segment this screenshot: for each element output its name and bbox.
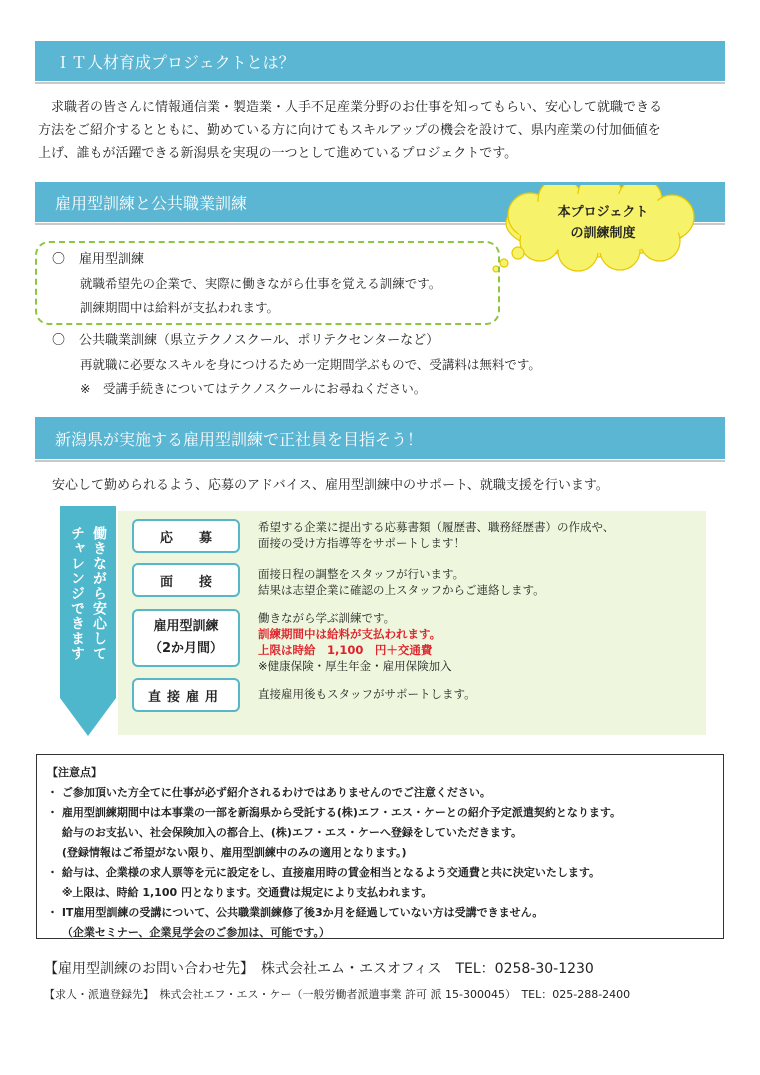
section3-title: 新潟県が実施する雇用型訓練で正社員を目指そう！	[55, 429, 424, 449]
section2-title: 雇用型訓練と公共職業訓練	[55, 193, 248, 213]
paragraph-line: 方法をご紹介するとともに、勤めている方に向けてもスキルアップの機会を設けて、県内産業の付加価値を	[38, 123, 661, 138]
step-line: 直接雇用後もスタッフがサポートします。	[258, 687, 476, 701]
paragraph-line: 上げ、誰もが活躍できる新潟県を実現の一つとして進めているプロジェクトです。	[38, 146, 518, 161]
step-apply-desc	[258, 519, 614, 551]
step-interview	[132, 563, 240, 597]
step-label: 雇用型訓練	[153, 619, 219, 634]
note-line: ・ 給与は、企業様の求人票等を元に設定をし、直接雇用時の賃金相当となるよう交通費と共に決定いたします。	[47, 866, 600, 879]
note-line: ※上限は、時給 1,100 円となります。交通費は規定により支払われます。	[47, 886, 433, 899]
item-line: ※ 受講手続きについてはテクノスクールにお尋ねください。	[80, 381, 427, 396]
step-line: 結果は志望企業に確認の上スタッフからご連絡します。	[258, 583, 545, 597]
contact-sub: 【求人・派遣登録先】 株式会社エフ・エス・ケー（一般労働者派遣事業 許可 派 15-300045） TEL：025-288-2400	[44, 988, 631, 1001]
cloud-text	[548, 202, 658, 244]
step-line: 働きながら学ぶ訓練です。	[258, 611, 396, 625]
step-line: 面接日程の調整をスタッフが行います。	[258, 567, 465, 581]
step-line-highlight: 上限は時給 1,100 円＋交通費	[258, 643, 433, 657]
note-line: ・ IT雇用型訓練の受講について、公共職業訓練修了後3か月を経過していない方は受講できません。	[47, 906, 544, 919]
step-training	[132, 609, 240, 667]
notes-header: 【注意点】	[47, 766, 102, 779]
step-line-highlight: 訓練期間中は給料が支払われます。	[258, 627, 442, 641]
training-item-2	[52, 329, 541, 401]
item-line: 就職希望先の企業で、実際に働きながら仕事を覚える訓練です。	[80, 276, 442, 291]
step-direct-hire-desc	[258, 686, 476, 702]
item-title: 雇用型訓練	[79, 252, 145, 267]
section1-title: ＩＴ人材育成プロジェクトとは？	[55, 52, 295, 72]
step-interview-desc	[258, 566, 545, 598]
section3-header	[35, 417, 725, 459]
contact-main: 【雇用型訓練のお問い合わせ先】 株式会社エム・エスオフィス TEL：0258-30-1230	[44, 961, 594, 977]
step-line: 面接の受け方指導等をサポートします！	[258, 536, 465, 550]
step-label: 面 接	[159, 574, 212, 590]
item-line: 訓練期間中は給料が支払われます。	[80, 300, 280, 315]
paragraph-line: 求職者の皆さんに情報通信業・製造業・人手不足産業分野のお仕事を知ってもらい、安心して就職できる	[51, 100, 663, 115]
step-label: 応 募	[159, 530, 212, 546]
item-line: 再就職に必要なスキルを身につけるため一定期間学ぶもので、受講料は無料です。	[80, 357, 541, 372]
note-line: （企業セミナー、企業見学会のご参加は、可能です。）	[47, 926, 331, 939]
step-training-desc	[258, 610, 452, 674]
note-line: ・ ご参加頂いた方全てに仕事が必ず紹介されるわけではありませんのでご注意ください。	[47, 786, 491, 799]
step-label-sub: （2か月間）	[148, 641, 224, 656]
notes-box	[36, 754, 724, 939]
cloud-line: 本プロジェクト	[557, 205, 649, 220]
step-line: ※健康保険・厚生年金・雇用保険加入	[258, 659, 452, 673]
step-label: 直接雇用	[147, 689, 224, 705]
note-line: 給与のお支払い、社会保険加入の都合上、(株)エフ・エス・ケーへ登録をしていただきます。	[47, 826, 523, 839]
arrow-text	[64, 526, 112, 696]
note-line: ・ 雇用型訓練期間中は本事業の一部を新潟県から受託する(株)エフ・エス・ケーとの紹介予定派遣契約となります。	[47, 806, 622, 819]
section3-intro: 安心して勤められるよう、応募のアドバイス、雇用型訓練中のサポート、就職支援を行います。	[52, 478, 609, 493]
item-title: 公共職業訓練（県立テクノスクール、ポリテクセンターなど）	[79, 333, 440, 348]
step-apply	[132, 519, 240, 553]
step-direct-hire	[132, 678, 240, 712]
cloud-line: の訓練制度	[570, 226, 636, 241]
section1-paragraph	[38, 96, 728, 165]
note-line: (登録情報はご希望がない限り、雇用型訓練中のみの適用となります。)	[47, 846, 407, 859]
section1-header	[35, 41, 725, 81]
step-line: 希望する企業に提出する応募書類（履歴書、職務経歴書）の作成や、	[258, 520, 615, 534]
arrow-text-col: 働きながら安心して	[91, 526, 107, 661]
arrow-text-col: チャレンジできます	[69, 526, 85, 661]
bullet: 〇	[52, 333, 66, 348]
bullet: 〇	[52, 252, 66, 267]
training-item-1	[52, 248, 441, 320]
